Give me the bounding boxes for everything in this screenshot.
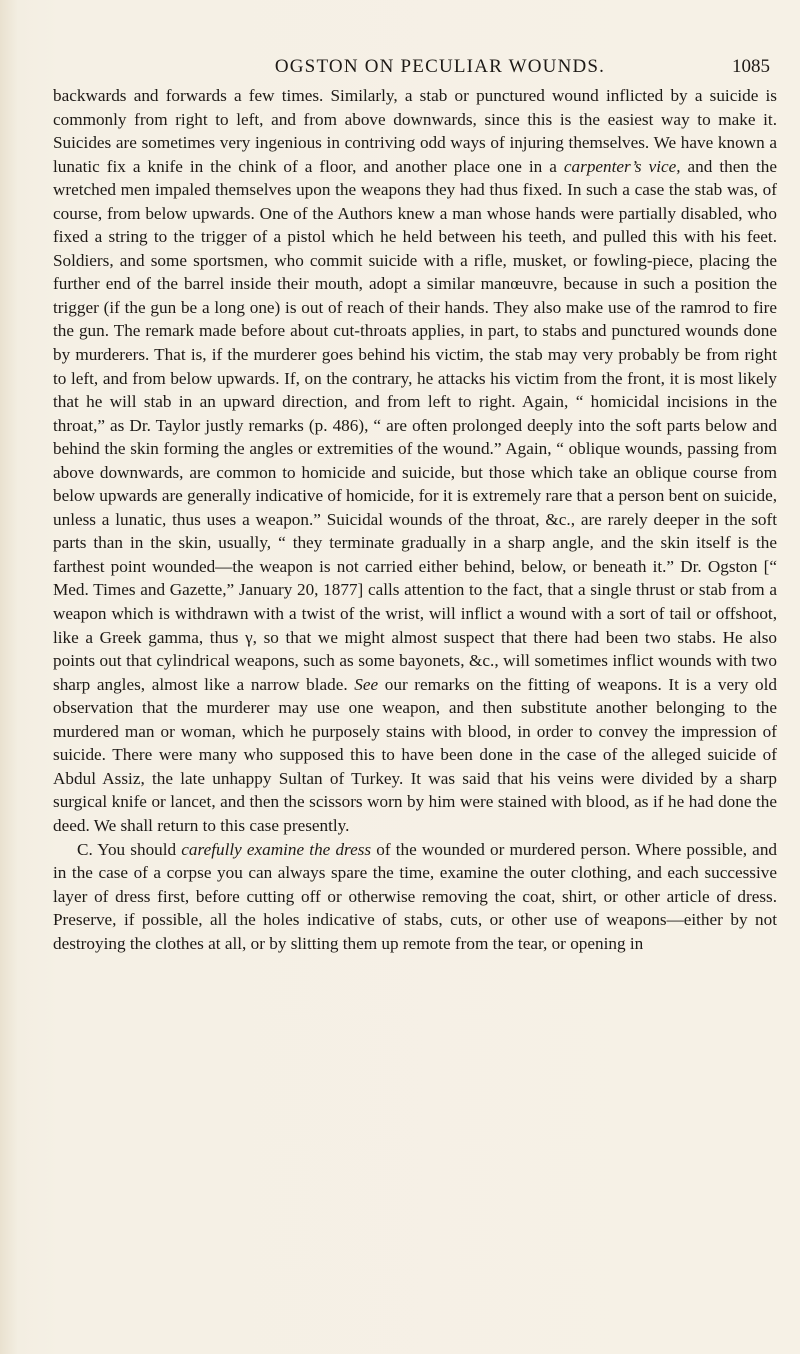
page-number: 1085: [732, 56, 770, 77]
paragraph: [53, 838, 777, 956]
page-header: [110, 52, 770, 82]
text-run: and then the wretched men impaled themselves upon the weapons they had thus fixed. In such a case the stab was, of course, from below upwards. One of the Authors knew a man whose hands were partially disabled, who fixed a string to the trigger of a pistol which he held between his teeth, and pulled this with his feet. Soldiers, and some sportsmen, who commit suicide with a rifle, musket, or fowling-piece, placing the further end of the barrel inside their mouth, adopt a similar manœuvre, because in such a position the trigger (if the gun be a long one) is out of reach of their hands. They also make use of the ramrod to fire the gun. The remark made before about cut-throats applies, in part, to stabs and punctured wounds done by murderers. That is, if the murderer goes behind his victim, the stab may very probably be from right to left, and from below upwards. If, on the contrary, he attacks his victim from the front, it is most likely that he will stab in an upward direction, and from left to right. Again, “ homicidal incisions in the throat,” as Dr. Taylor justly remarks (p. 486), “ are often prolonged deeply into the soft parts below and behind the skin forming the angles or extremities of the wound.” Again, “ oblique wounds, passing from above downwards, are common to homicide and suicide, but those which take an oblique course from below upwards are generally indicative of homicide, for it is extremely rare that a person bent on suicide, unless a lunatic, thus uses a weapon.” Suicidal wounds of the throat, &c., are rarely deeper in the soft parts than in the skin, usually, “ they terminate gradually in a sharp angle, and the skin itself is the farthest point wounded—the weapon is not carried either behind, below, or beneath it.” Dr. Ogston [“ Med. Times and Gazette,” January 20, 1877] calls attention to the fact, that a single thrust or stab from a weapon which is withdrawn with a twist of the wrist, will inflict a wound with a sort of tail or offshoot, like a Greek gamma, thus γ, so that we might almost suspect that there had been two stabs. He also points out that cylindrical weapons, such as some bayonets, &c., will sometimes inflict wounds with two sharp angles, almost like a narrow blade.: [53, 156, 778, 694]
text-run: of the wounded or murdered person. Where possible, and in the case of a corpse you can always spare the time, examine the outer clothing, and each successive layer of dress first, before cutting off or otherwise removing the coat, shirt, or other article of dress. Preserve, if possible, all the holes indicative of stabs, cuts, or other use of weapons—either by not destroying the clothes at all, or by slitting them up remote from the tear, or opening in: [53, 839, 778, 953]
italic-text: See: [354, 674, 379, 694]
text-run: C. You should: [77, 839, 182, 859]
italic-text: carpenter’s vice,: [563, 156, 681, 176]
paragraph: [53, 84, 777, 838]
body-text: [53, 84, 777, 955]
italic-text: carefully examine the dress: [181, 839, 372, 859]
text-run: our remarks on the fitting of weapons. It is a very old observation that the murderer may use one weapon, and then substitute another belonging to the murdered man or woman, which he purposely stains with blood, in order to convey the impression of suicide. There were many who supposed this to have been done in the case of the alleged suicide of Abdul Assiz, the late unhappy Sultan of Turkey. It was said that his veins were divided by a sharp surgical knife or lancet, and then the scissors worn by him were stained with blood, as if he had done the deed. We shall return to this case presently.: [53, 674, 778, 835]
running-head: OGSTON ON PECULIAR WOUNDS.: [274, 56, 606, 77]
text-run: backwards and forwards a few times. Similarly, a stab or punctured wound inflicted by a suicide is commonly from right to left, and from above downwards, since this is the easiest way to make it. Suicides are sometimes very ingenious in contriving odd ways of injuring themselves. We have known a lunatic fix a knife in the chink of a floor, and another place one in a: [53, 86, 777, 176]
